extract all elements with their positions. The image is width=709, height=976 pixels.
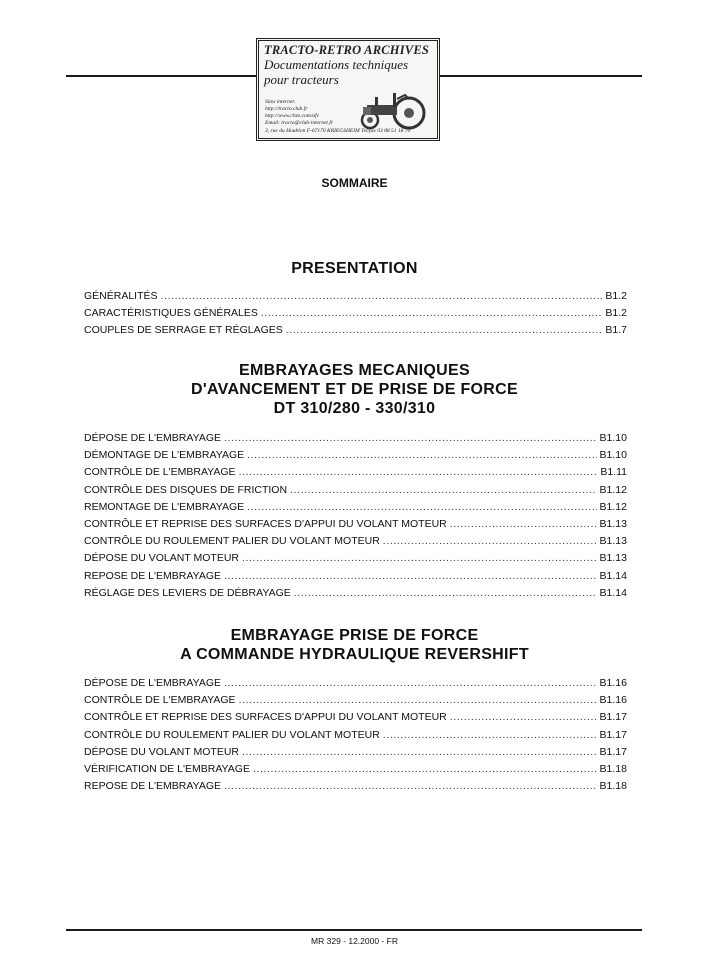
logo-contact <box>265 99 333 127</box>
toc-entry[interactable] <box>84 587 627 604</box>
toc-entry-page: B1.17 <box>599 745 627 758</box>
heading-line: EMBRAYAGES MECANIQUES <box>239 362 470 379</box>
toc-entry-label: CONTRÔLE DU ROULEMENT PALIER DU VOLANT MOTEUR <box>84 728 380 741</box>
toc-entry[interactable] <box>84 484 627 501</box>
logo-subtitle-2: pour tracteurs <box>264 72 339 87</box>
toc-entry-label: CONTRÔLE DE L'EMBRAYAGE <box>84 466 236 479</box>
toc-entry-label: CONTRÔLE ET REPRISE DES SURFACES D'APPUI DU VOLANT MOTEUR <box>84 517 447 530</box>
toc-leader-dots <box>261 307 603 319</box>
publisher-logo <box>256 38 440 141</box>
toc-entry[interactable] <box>84 307 627 324</box>
toc-entry[interactable] <box>84 449 627 466</box>
heading-line: DT 310/280 - 330/310 <box>273 400 436 417</box>
header-rule-left <box>66 75 256 77</box>
heading-line: PRESENTATION <box>291 260 418 277</box>
toc-list-embrayage-prise-de-force <box>84 677 627 797</box>
toc-leader-dots <box>253 763 597 775</box>
toc-leader-dots <box>290 484 597 496</box>
toc-entry[interactable] <box>84 290 627 307</box>
toc-entry-page: B1.13 <box>599 517 627 530</box>
toc-entry-page: B1.12 <box>599 483 627 496</box>
toc-entry[interactable] <box>84 518 627 535</box>
toc-entry-page: B1.17 <box>599 728 627 741</box>
toc-entry-label: DÉPOSE DE L'EMBRAYAGE <box>84 432 221 444</box>
toc-leader-dots <box>247 501 596 513</box>
toc-entry-page: B1.17 <box>599 711 627 724</box>
toc-entry-page: B1.18 <box>599 762 627 775</box>
section-heading-embrayage-prise-de-force <box>0 626 709 664</box>
toc-entry-page: B1.16 <box>599 677 627 689</box>
toc-leader-dots <box>247 449 596 461</box>
section-heading-embrayages-mecaniques <box>0 361 709 418</box>
toc-entry-label: CARACTÉRISTIQUES GÉNÉRALES <box>84 307 258 320</box>
toc-entry[interactable] <box>84 324 627 341</box>
toc-entry-label: DÉPOSE DE L'EMBRAYAGE <box>84 677 221 689</box>
heading-line: A COMMANDE HYDRAULIQUE REVERSHIFT <box>180 646 529 663</box>
toc-entry-label: CONTRÔLE DU ROULEMENT PALIER DU VOLANT MOTEUR <box>84 535 380 548</box>
toc-entry-page: B1.11 <box>600 466 627 479</box>
toc-entry-page: B1.7 <box>605 324 627 337</box>
toc-entry-page: B1.12 <box>599 500 627 513</box>
toc-entry[interactable] <box>84 552 627 569</box>
toc-leader-dots <box>383 535 597 547</box>
toc-entry-label: CONTRÔLE DES DISQUES DE FRICTION <box>84 483 288 496</box>
toc-list-embrayages-mecaniques <box>84 432 627 604</box>
toc-entry-label: DÉMONTAGE DE L'EMBRAYAGE <box>84 449 245 462</box>
toc-entry[interactable] <box>84 466 627 483</box>
toc-entry-label: CONTRÔLE ET REPRISE DES SURFACES D'APPUI DU VOLANT MOTEUR <box>84 711 447 724</box>
logo-site-1: http://tracto.club.fr <box>265 106 308 112</box>
section-heading-presentation <box>0 259 709 278</box>
logo-email: Email: tracto@club-internet.fr <box>265 120 333 126</box>
page-title: SOMMAIRE <box>321 176 388 190</box>
toc-leader-dots <box>224 677 597 689</box>
toc-entry-page: B1.14 <box>599 586 627 599</box>
toc-entry-page: B1.2 <box>605 290 627 302</box>
toc-entry[interactable] <box>84 677 627 694</box>
heading-line: EMBRAYAGE PRISE DE FORCE <box>230 627 479 644</box>
toc-leader-dots <box>242 552 597 564</box>
toc-entry-page: B1.16 <box>599 694 627 707</box>
toc-entry[interactable] <box>84 763 627 780</box>
toc-leader-dots <box>239 466 598 478</box>
toc-leader-dots <box>242 746 597 758</box>
toc-entry-page: B1.18 <box>599 780 627 793</box>
toc-entry[interactable] <box>84 780 627 797</box>
header-rule-right <box>440 75 642 77</box>
tractor-illustration <box>353 85 431 131</box>
toc-leader-dots <box>239 694 597 706</box>
document-reference: MR 329 - 12.2000 - FR <box>311 936 398 946</box>
toc-list-presentation <box>84 290 627 342</box>
toc-entry-page: B1.10 <box>599 432 627 444</box>
logo-title: TRACTO-RETRO ARCHIVES <box>264 43 430 57</box>
logo-site-2: http://www.chez.com/afv <box>265 113 319 119</box>
toc-leader-dots <box>224 780 597 792</box>
toc-entry[interactable] <box>84 432 627 449</box>
toc-entry[interactable] <box>84 501 627 518</box>
toc-leader-dots <box>161 290 603 302</box>
toc-entry-label: CONTRÔLE DE L'EMBRAYAGE <box>84 694 236 707</box>
toc-entry[interactable] <box>84 711 627 728</box>
toc-entry-label: RÉGLAGE DES LEVIERS DE DÉBRAYAGE <box>84 586 291 599</box>
toc-leader-dots <box>383 729 597 741</box>
toc-entry-label: GÉNÉRALITÉS <box>84 290 158 302</box>
toc-entry-label: REPOSE DE L'EMBRAYAGE <box>84 780 221 793</box>
logo-sites-label: Sites internet: <box>265 99 296 105</box>
toc-entry-label: DÉPOSE DU VOLANT MOTEUR <box>84 552 239 565</box>
toc-entry-page: B1.14 <box>599 569 627 582</box>
toc-leader-dots <box>286 324 603 336</box>
toc-leader-dots <box>294 587 597 599</box>
logo-address: 3, rue du Houblon F-67170 KRIEGSHEIM Tel/fax 03 88 51 18 70 <box>265 128 411 134</box>
toc-entry-page: B1.13 <box>599 535 627 548</box>
toc-entry-label: COUPLES DE SERRAGE ET RÉGLAGES <box>84 324 283 337</box>
toc-leader-dots <box>224 570 597 582</box>
toc-entry[interactable] <box>84 729 627 746</box>
toc-leader-dots <box>224 432 597 444</box>
footer-rule <box>66 929 642 931</box>
toc-entry[interactable] <box>84 694 627 711</box>
toc-entry-label: VÉRIFICATION DE L'EMBRAYAGE <box>84 762 250 775</box>
toc-entry[interactable] <box>84 535 627 552</box>
heading-line: D'AVANCEMENT ET DE PRISE DE FORCE <box>191 381 518 398</box>
toc-entry-page: B1.13 <box>599 552 627 565</box>
toc-leader-dots <box>450 518 597 530</box>
toc-entry-page: B1.2 <box>605 307 627 320</box>
toc-entry[interactable] <box>84 570 627 587</box>
toc-leader-dots <box>450 711 597 723</box>
logo-subtitle-1: Documentations techniques <box>264 57 409 72</box>
toc-entry-label: REMONTAGE DE L'EMBRAYAGE <box>84 500 245 513</box>
toc-entry[interactable] <box>84 746 627 763</box>
toc-entry-label: REPOSE DE L'EMBRAYAGE <box>84 569 221 582</box>
toc-entry-page: B1.10 <box>599 449 627 462</box>
toc-entry-label: DÉPOSE DU VOLANT MOTEUR <box>84 745 239 758</box>
